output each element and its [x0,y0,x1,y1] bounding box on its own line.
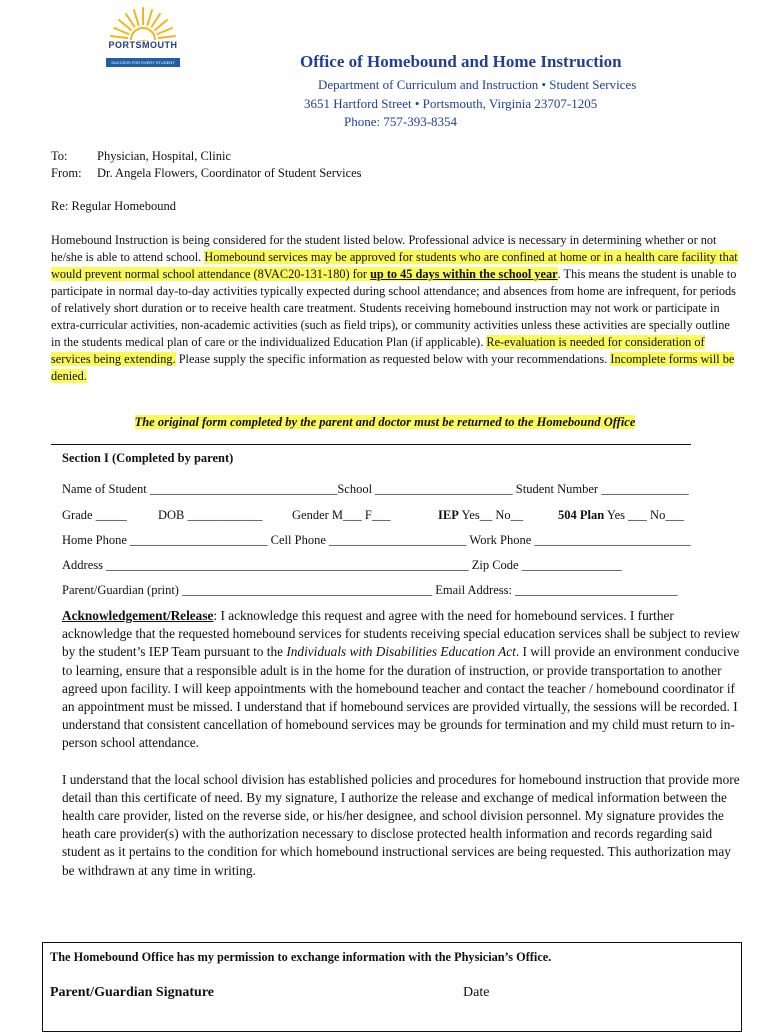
memo-from-value: Dr. Angela Flowers, Coordinator of Student Services [97,166,362,180]
intro-paragraph [51,232,741,385]
ack-text-1: : I acknowledge this request and agree with the need for homebound services. I further acknowledge that the requested homebound services for students receiving special education services shall be subject to review by the student’s IEP Team pursuant to the [62,608,740,660]
divider [51,444,691,445]
office-title: Office of Homebound and Home Instruction [300,52,622,71]
section1-title: Section I (Completed by parent) [62,451,234,465]
phone-fields-row[interactable]: Home Phone ______________________ Cell Phone ______________________ Work Phone _________________________ [62,533,691,547]
highlight-incomplete: Incomplete forms will be denied. [51,352,735,383]
guardian-signature-label[interactable]: Parent/Guardian Signature [50,985,215,1000]
logo-wordmark: PORTSMOUTH [108,40,178,50]
memo-from-label: From: [51,166,82,180]
highlight-approval-text: Homebound services may be approved for students who are confined at home or in a health care facility that would prevent normal school attendance (8VAC20-131-180) for [51,250,738,281]
return-instruction [0,415,770,430]
plan504-field[interactable] [558,508,684,523]
acknowledgement-title: Acknowledgement/Release [62,608,214,623]
memo-from [51,166,362,181]
acknowledgement-section [62,607,742,880]
return-instruction-text: The original form completed by the parent and doctor must be returned to the Homebound Office [134,415,636,429]
grade-field[interactable]: Grade _____ [62,508,127,522]
highlight-reevaluation: Re-evaluation is needed for consideration of services being extending. [51,335,705,366]
gender-field[interactable]: Gender M___ F___ [292,508,391,522]
plan504-label: 504 Plan [558,508,605,522]
guardian-email-row[interactable]: Parent/Guardian (print) ________________________________________ Email Address: __________________________ [62,583,678,597]
memo-re: Re: Regular Homebound [51,199,176,213]
logo-banner: SUCCESS FOR EVERY STUDENT [106,58,180,67]
dob-field[interactable]: DOB ____________ [158,508,263,522]
department-line: Department of Curriculum and Instruction • Student Services [318,77,637,92]
memo-to-value: Physician, Hospital, Clinic [97,149,232,163]
memo-to [51,149,231,164]
phone-line: Phone: 757-393-8354 [344,114,458,129]
student-name-school-number-row[interactable]: Name of Student ______________________________School ______________________ Student Number ______________ [62,482,689,496]
signature-date-label[interactable]: Date [463,985,490,1000]
intro-text-2: . This means the student is unable to participate in normal day-to-day activities typically expected during school attendance; and absences from home are infrequent, for periods of relatively short duration or to receive health care treatment. Students receiving homebound instruction may not work or participate in extra-curricular activities, non-academic activities (such as field trips), or community activities unless these activities are specially outline in the students medical plan of care or the individualized Education Plan (if applicable). [51,267,737,349]
ack-text-2: . I will provide an environment conducive to learning, ensure that a responsible adult is in the home for the duration of instruction, or provide transportation to another agreed upon facility. I will keep appointments with the homebound teacher and contact the teacher / homebound coordinator if an appointment must be missed. I understand that if homebound services are provided virtually, the sessions will be recorded. I understand that consistent cancellation of homebound services may be grounds for termination and my child must return to in-person school attendance. [62,644,740,751]
iep-options[interactable]: Yes__ No__ [458,508,524,522]
iep-label: IEP [438,508,459,522]
intro-text-3: Please supply the specific information as requested below with your recommendations. [175,352,611,366]
permission-statement: The Homebound Office has my permission to exchange information with the Physician’s Office. [50,950,552,964]
acknowledgement-paragraph-1 [62,607,742,753]
ack-idea-italic: Individuals with Disabilities Education Act [286,644,516,660]
highlight-45-days: up to 45 days within the school year [370,267,558,281]
iep-field[interactable] [438,508,523,523]
intro-text-1: Homebound Instruction is being considered for the student listed below. Professional advice is necessary in determining whether or not he/she is able to attend school. [51,233,717,264]
acknowledgement-paragraph-2: I understand that the local school division has established policies and procedures for homebound instruction that provide more detail than this certificate of need. By my signature, I authorize the release and exchange of medical information between the health care provider, listed on the reverse side, or his/her designee, and school division personnel. My signature provides the heath care provider(s) with the authorization necessary to disclose protected health information and records regarding said student as it pertains to the condition for which homebound instructional services are being requested. This authorization may be withdrawn at any time in writing. [62,771,740,878]
address-line: 3651 Hartford Street • Portsmouth, Virginia 23707-1205 [304,96,598,111]
plan504-options[interactable]: Yes ___ No___ [604,508,685,522]
address-zip-row[interactable]: Address __________________________________________________________ Zip Code ________________ [62,558,622,572]
memo-to-label: To: [51,149,68,163]
